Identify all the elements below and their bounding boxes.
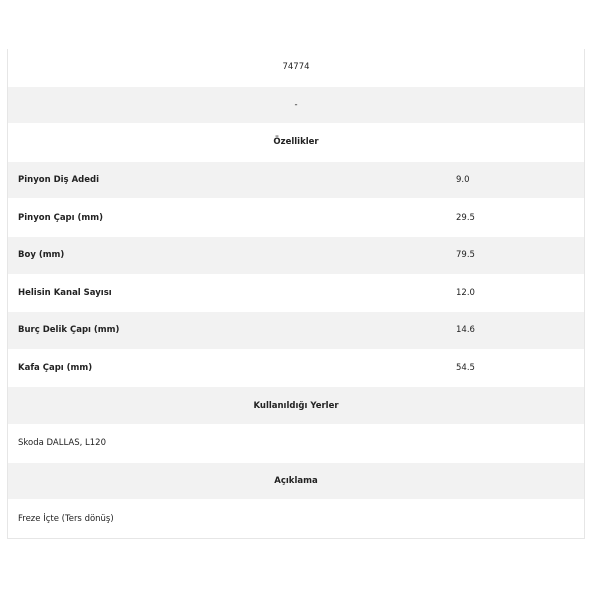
features-heading-row [8, 124, 584, 162]
spec-label: Pinyon Çapı (mm) [18, 212, 103, 223]
dash-row [8, 87, 584, 125]
usage-heading: Kullanıldığı Yerler [253, 400, 339, 411]
spec-value: 29.5 [456, 212, 475, 223]
spec-row [8, 199, 584, 237]
description-heading: Açıklama [274, 475, 318, 486]
spec-label: Kafa Çapı (mm) [18, 363, 93, 374]
spec-label: Pinyon Diş Adedi [18, 175, 99, 186]
spec-label: Burç Delik Çapı (mm) [18, 325, 120, 336]
usage-text-row [8, 425, 584, 463]
spec-value: 79.5 [456, 250, 475, 261]
code-row [8, 49, 584, 87]
spec-value: 9.0 [456, 175, 470, 186]
spec-label: Helisin Kanal Sayısı [18, 287, 112, 298]
spec-row [8, 312, 584, 350]
usage-text: Skoda DALLAS, L120 [18, 438, 106, 449]
spec-row [8, 275, 584, 313]
product-spec-table [7, 49, 585, 539]
spec-row [8, 237, 584, 275]
spec-row [8, 162, 584, 200]
code-value: 74774 [282, 62, 310, 73]
features-heading: Özellikler [273, 137, 319, 148]
description-text-row [8, 500, 584, 538]
spec-value: 12.0 [456, 287, 475, 298]
description-heading-row [8, 463, 584, 501]
description-text: Freze İçte (Ters dönüş) [18, 513, 114, 524]
usage-heading-row [8, 387, 584, 425]
spec-label: Boy (mm) [18, 250, 65, 261]
spec-value: 54.5 [456, 363, 475, 374]
dash-value: - [294, 99, 298, 110]
spec-value: 14.6 [456, 325, 475, 336]
spec-row [8, 350, 584, 388]
